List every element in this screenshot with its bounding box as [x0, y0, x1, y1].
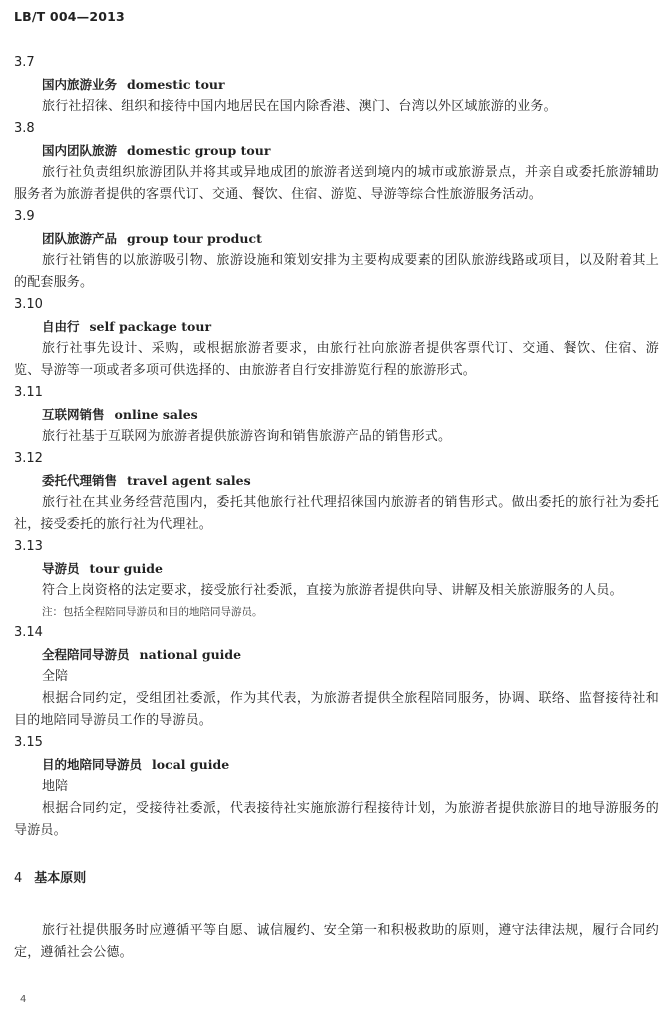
- term-title-en: group tour product: [127, 231, 262, 246]
- term-title: [42, 754, 659, 776]
- term-definition: 根据合同约定，受组团社委派，作为其代表，为旅游者提供全旅程陪同服务，协调、联络、监督接待社和目的地陪同导游员工作的导游员。: [14, 691, 659, 728]
- term-number: 3.8: [14, 121, 35, 136]
- section-heading: [14, 868, 659, 890]
- term-title-zh: 全程陪同导游员: [42, 647, 130, 662]
- term-title: [42, 644, 659, 666]
- term-title-en: travel agent sales: [127, 473, 251, 488]
- term-definition: 旅行社基于互联网为旅游者提供旅游咨询和销售旅游产品的销售形式。: [42, 429, 452, 444]
- term-number: 3.7: [14, 55, 35, 70]
- term-title-en: domestic group tour: [127, 143, 271, 158]
- term-title: [42, 316, 659, 338]
- term-3-7: [14, 52, 659, 118]
- term-3-14: [14, 622, 659, 732]
- term-title-zh: 团队旅游产品: [42, 231, 118, 246]
- term-synonym: 地陪: [42, 779, 69, 794]
- term-number: 3.13: [14, 539, 43, 554]
- term-definition: 旅行社招徕、组织和接待中国内地居民在国内除香港、澳门、台湾以外区域旅游的业务。: [42, 99, 557, 114]
- term-title: [42, 558, 659, 580]
- term-title-zh: 国内旅游业务: [42, 77, 118, 92]
- term-title-en: tour guide: [89, 561, 163, 576]
- term-definition: 旅行社事先设计、采购，或根据旅游者要求，由旅行社向旅游者提供客票代订、交通、餐饮、住宿、游览、导游等一项或者多项可供选择的、由旅游者自行安排游览行程的旅游形式。: [14, 341, 659, 378]
- document-body: [14, 52, 659, 964]
- term-number: 3.11: [14, 385, 43, 400]
- term-3-9: [14, 206, 659, 294]
- term-3-12: [14, 448, 659, 536]
- term-number: 3.10: [14, 297, 43, 312]
- section-number: 4: [14, 871, 23, 886]
- term-title: [42, 74, 659, 96]
- term-3-15: [14, 732, 659, 842]
- term-title-en: local guide: [152, 757, 230, 772]
- term-title-en: online sales: [114, 407, 198, 422]
- term-number: 3.14: [14, 625, 43, 640]
- term-3-8: [14, 118, 659, 206]
- term-title-zh: 委托代理销售: [42, 473, 118, 488]
- term-title-en: national guide: [139, 647, 242, 662]
- term-3-13: [14, 536, 659, 622]
- term-title: [42, 228, 659, 250]
- term-title-zh: 目的地陪同导游员: [42, 757, 143, 772]
- term-title-en: domestic tour: [127, 77, 225, 92]
- term-number: 3.15: [14, 735, 43, 750]
- term-title: [42, 470, 659, 492]
- term-synonym: 全陪: [42, 669, 69, 684]
- term-note: 注：包括全程陪同导游员和目的地陪同导游员。: [42, 606, 263, 618]
- section-title: 基本原则: [34, 871, 87, 886]
- term-title: [42, 404, 659, 426]
- term-definition: 根据合同约定，受接待社委派，代表接待社实施旅游行程接待计划，为旅游者提供旅游目的地导游服务的导游员。: [14, 801, 659, 838]
- term-title-zh: 自由行: [42, 319, 80, 334]
- term-title: [42, 140, 659, 162]
- term-title-zh: 国内团队旅游: [42, 143, 118, 158]
- term-number: 3.12: [14, 451, 43, 466]
- term-number: 3.9: [14, 209, 35, 224]
- term-definition: 旅行社销售的以旅游吸引物、旅游设施和策划安排为主要构成要素的团队旅游线路或项目，以及附着其上的配套服务。: [14, 253, 659, 290]
- term-3-11: [14, 382, 659, 448]
- term-title-zh: 互联网销售: [42, 407, 105, 422]
- section-paragraph: 旅行社提供服务时应遵循平等自愿、诚信履约、安全第一和积极救助的原则，遵守法律法规，履行合同约定，遵循社会公德。: [14, 923, 659, 960]
- term-title-en: self package tour: [89, 319, 212, 334]
- term-definition: 符合上岗资格的法定要求，接受旅行社委派，直接为旅游者提供向导、讲解及相关旅游服务的人员。: [42, 583, 623, 598]
- standard-code-header: LB/T 004—2013: [14, 9, 125, 24]
- term-3-10: [14, 294, 659, 382]
- term-definition: 旅行社在其业务经营范围内，委托其他旅行社代理招徕国内旅游者的销售形式。做出委托的旅行社为委托社，接受委托的旅行社为代理社。: [14, 495, 659, 532]
- term-definition: 旅行社负责组织旅游团队并将其或异地成团的旅游者送到境内的城市或旅游景点，并亲自或委托旅游辅助服务者为旅游者提供的客票代订、交通、餐饮、住宿、游览、导游等综合性旅游服务活动。: [14, 165, 659, 202]
- term-title-zh: 导游员: [42, 561, 80, 576]
- page-number: 4: [20, 994, 27, 1005]
